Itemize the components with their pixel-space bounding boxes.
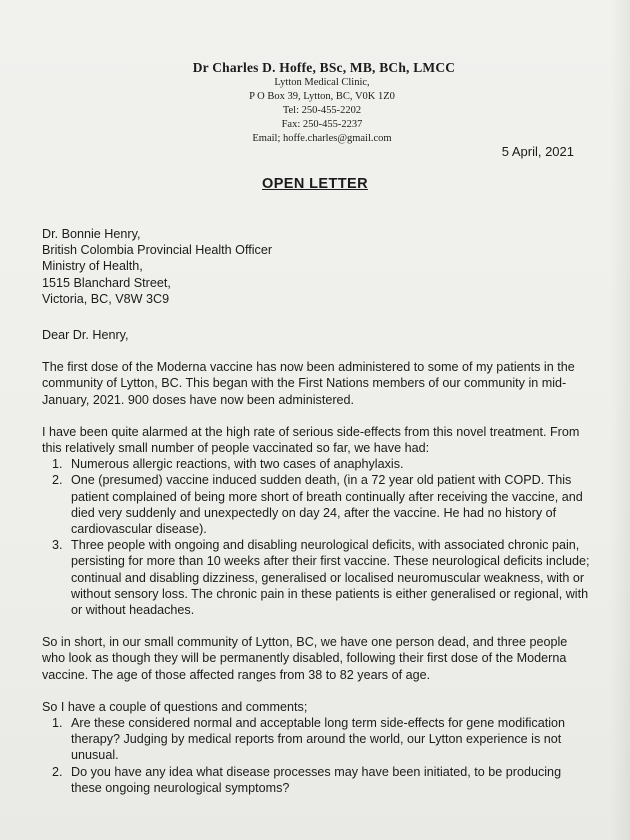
paragraph-vaccine-intro: The first dose of the Moderna vaccine has now been administered to some of my patients in the community of Lytton, BC. This began with the First Nations members of our community in mid-January, 2021. 900 doses have now been administered.	[42, 360, 575, 407]
letter-date: 5 April, 2021	[501, 144, 574, 159]
list-item-number: 2.	[52, 764, 63, 779]
paragraph-summary: So in short, in our small community of Lytton, BC, we have one person dead, and three people who look as though they will be permanently disabled, following their first dose of the Moderna vaccine. The age of those affected ranges from 38 to 82 years of age.	[42, 635, 568, 682]
letterhead-email: Email; hoffe.charles@gmail.com	[252, 133, 392, 144]
list-item-number: 1.	[52, 716, 63, 731]
side-effects-list	[42, 456, 590, 618]
list-item-text: Three people with ongoing and disabling neurological deficits, with associated chronic pain, persisting for more than 10 weeks after their first vaccine. These neurological deficits include; continual and disabling dizziness, generalised or localised neuromuscular weakness, with or without sensory loss. The chronic pain in these patients is either generalised or regional, with or without headaches.	[71, 538, 590, 618]
recipient-city: Victoria, BC, V8W 3C9	[42, 291, 170, 306]
recipient-role: British Colombia Provincial Health Officer	[42, 243, 273, 258]
letter-body	[42, 226, 590, 796]
letterhead-address: P O Box 39, Lytton, BC, V0K 1Z0	[249, 91, 395, 102]
recipient-address	[42, 226, 590, 307]
list-item-text: Are these considered normal and acceptable long term side-effects for gene modification therapy? Judging by medical reports from around the world, our Lytton experience is not unusual.	[71, 716, 566, 763]
list-item	[42, 472, 590, 537]
list-item-text: Do you have any idea what disease processes may have been initiated, to be producing these ongoing neurological symptoms?	[71, 764, 562, 795]
letterhead-tel: Tel: 250-455-2202	[282, 105, 362, 116]
list-item-number: 1.	[52, 457, 63, 472]
recipient-org: Ministry of Health,	[42, 259, 143, 274]
salutation: Dear Dr. Henry,	[42, 328, 129, 343]
list-item	[42, 537, 590, 618]
questions-list	[42, 715, 590, 796]
list-item-number: 2.	[52, 473, 63, 488]
recipient-name: Dr. Bonnie Henry,	[42, 227, 141, 241]
letterhead-name: Dr Charles D. Hoffe, BSc, MB, BCh, LMCC	[192, 60, 456, 75]
list-item-text: One (presumed) vaccine induced sudden death, (in a 72 year old patient with COPD. This patient complained of being more short of breath continually after receiving the vaccine, and died very suddenly and unexpectedly on day 24, after the vaccine. He had no history of cardiovascular disease).	[71, 473, 583, 537]
letterhead	[0, 60, 630, 146]
paragraph-questions-intro: So I have a couple of questions and comments;	[42, 699, 308, 714]
list-item	[42, 456, 590, 472]
list-item-text: Numerous allergic reactions, with two cases of anaphylaxis.	[71, 457, 404, 472]
list-item	[42, 764, 590, 796]
letterhead-clinic: Lytton Medical Clinic,	[274, 77, 370, 88]
list-item	[42, 715, 590, 764]
letterhead-fax: Fax: 250-455-2237	[281, 119, 363, 130]
letter-title: OPEN LETTER	[262, 176, 368, 192]
list-item-number: 3.	[52, 538, 63, 553]
recipient-street: 1515 Blanchard Street,	[42, 275, 171, 290]
paragraph-side-effects: I have been quite alarmed at the high rate of serious side-effects from this novel treatment. From this relatively small number of people vaccinated so far, we have had:	[42, 424, 580, 456]
